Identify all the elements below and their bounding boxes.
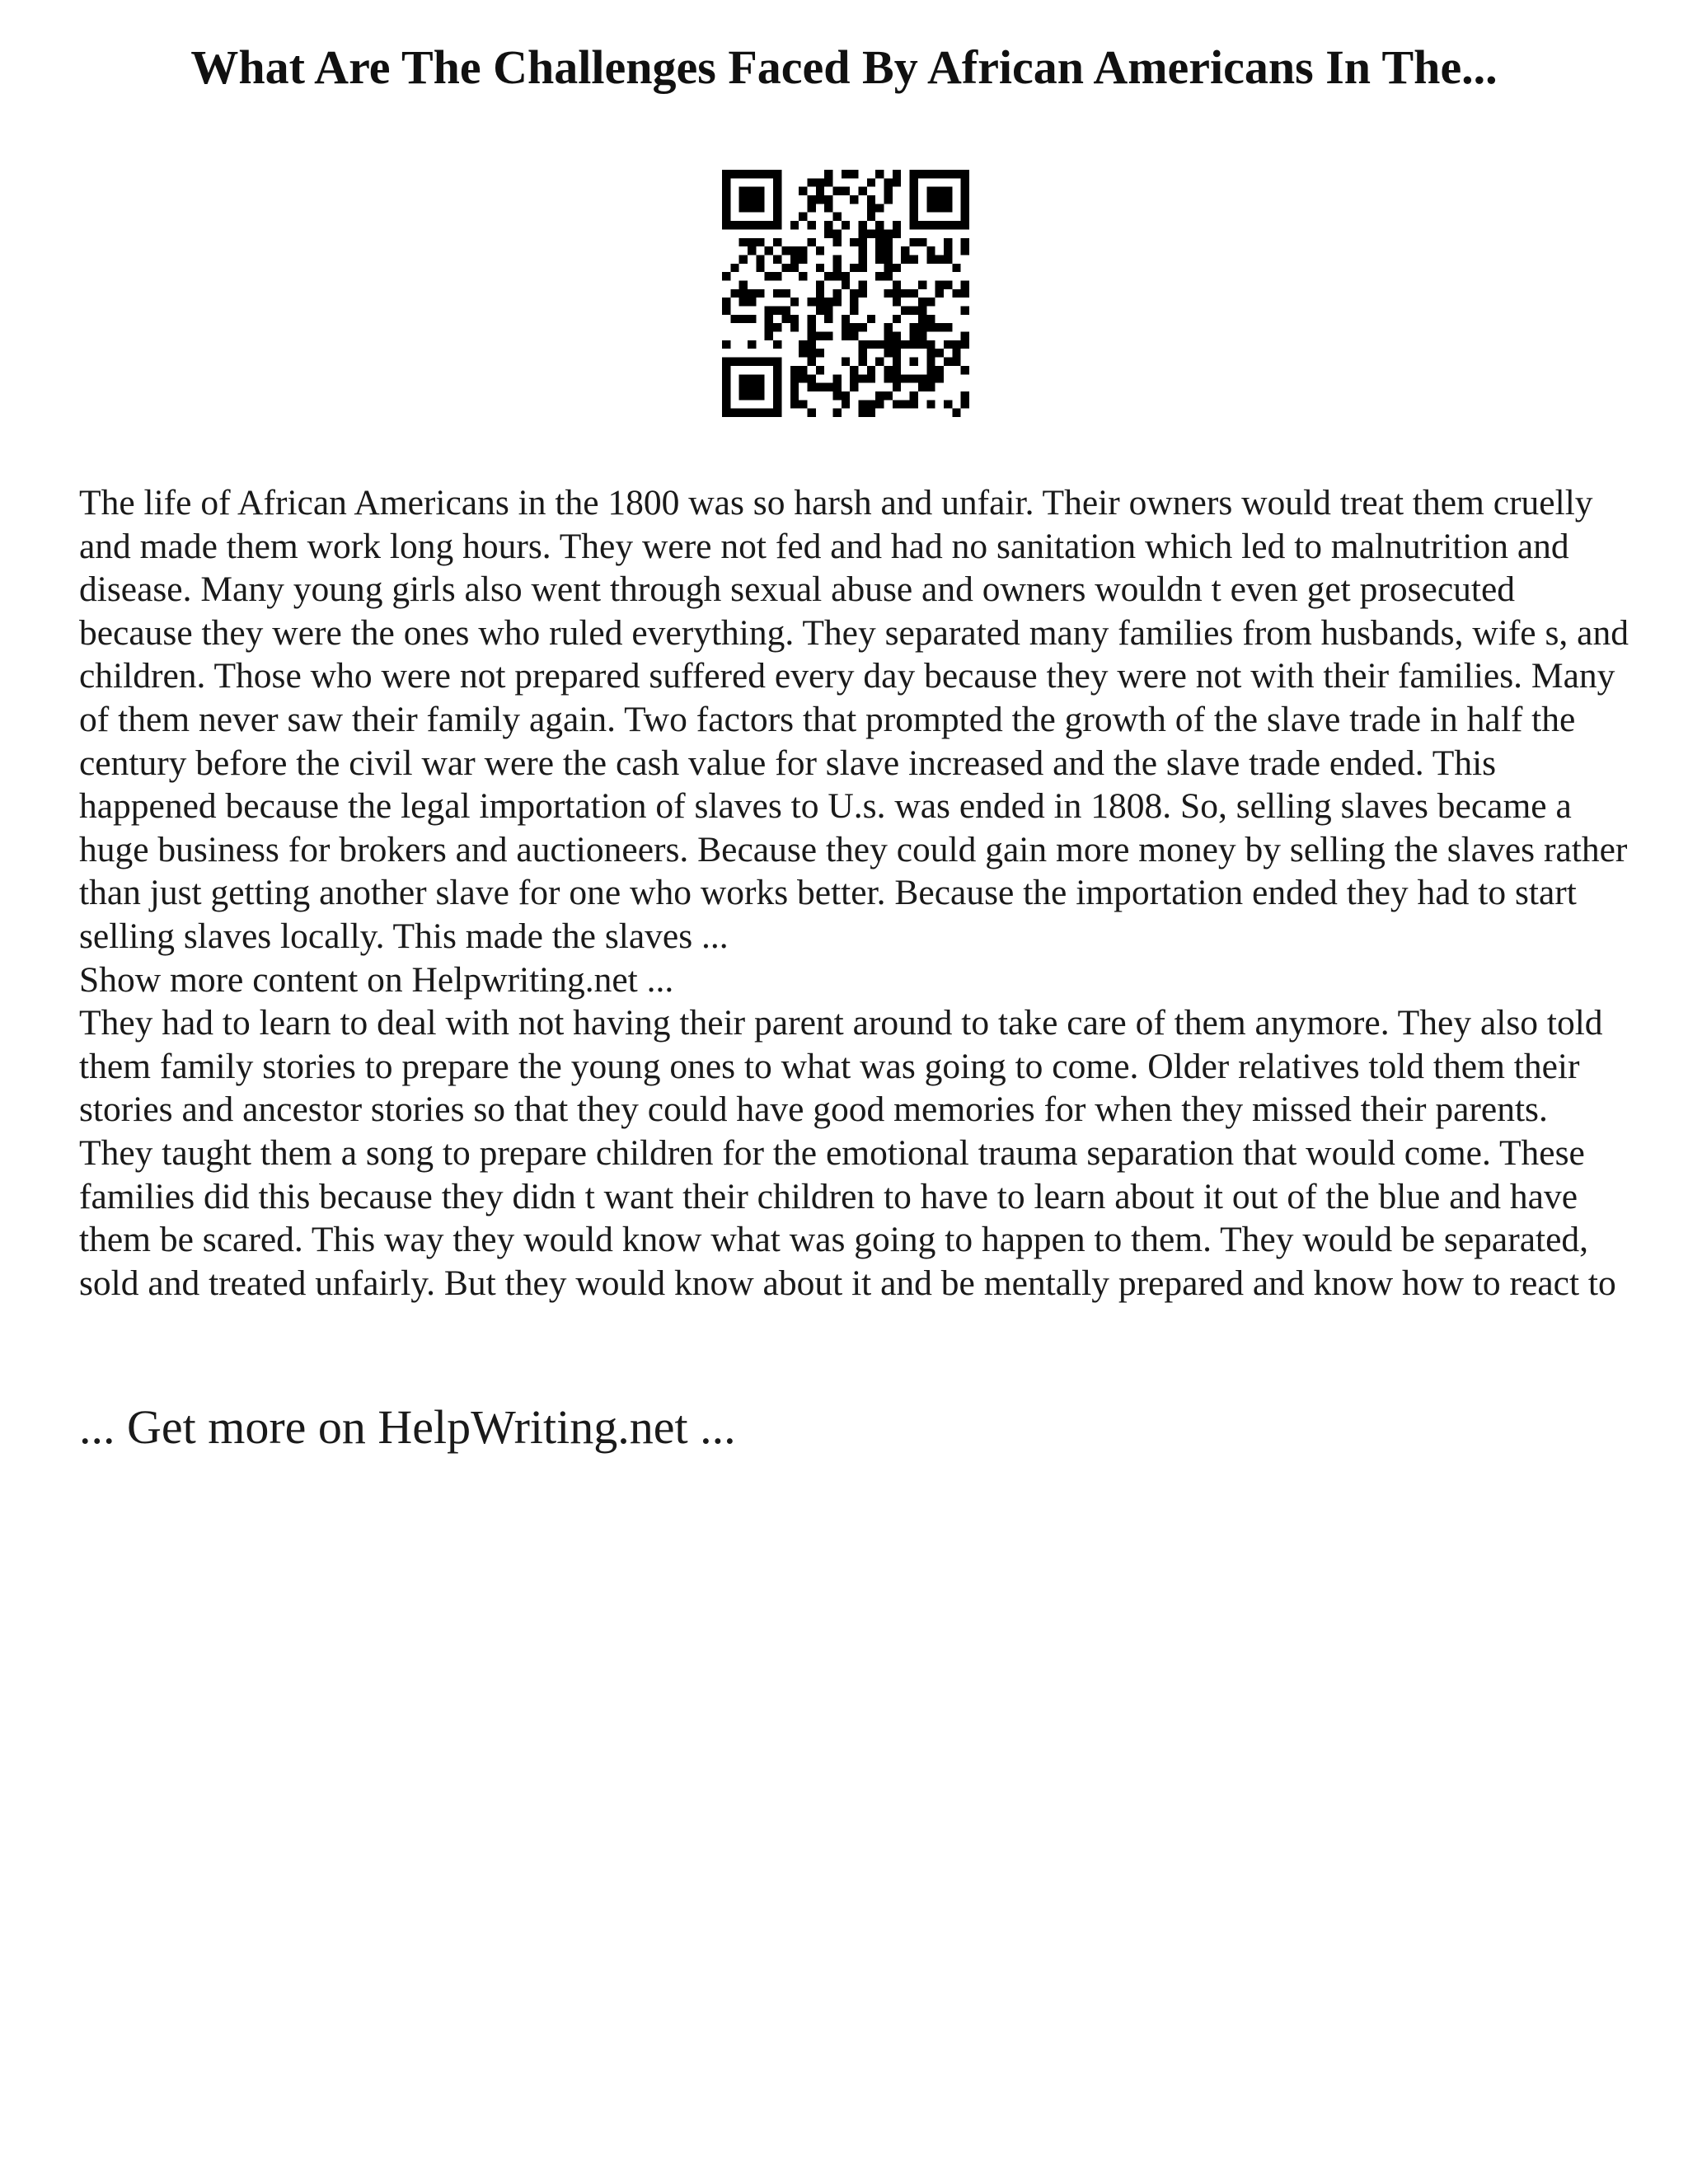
article-paragraph: The life of African Americans in the 1800 was so harsh and unfair. Their owners would treat them cruelly and made them work long hours. They were not fed and had no sanitation which led to malnutrition and disease. Many young girls also went through sexual abuse and owners wouldn t even get prosecuted because they were the ones who ruled everything. They separated many families from husbands, wife s, and children. Those who were not prepared suffered every day because they were not with their families. Many of them never saw their family again. Two factors that prompted the growth of the slave trade in half the century before the civil war were the cash value for slave increased and the slave trade ended. This happened because the legal importation of slaves to U.s. was ended in 1808. So, selling slaves became a huge business for brokers and auctioneers. Because they could gain more money by selling the slaves rather than just getting another slave for one who works better. Because the importation ended they had to start selling slaves locally. This made the slaves ... xyxy=(79,483,1629,956)
document-title: What Are The Challenges Faced By African Americans In The... xyxy=(190,40,1498,94)
get-more-link[interactable]: ... Get more on HelpWriting.net ... xyxy=(79,1400,736,1454)
article-body xyxy=(79,481,1629,1305)
show-more-link[interactable]: Show more content on Helpwriting.net ... xyxy=(79,959,674,1000)
qr-code-image xyxy=(722,170,969,417)
article-paragraph: They had to learn to deal with not having their parent around to take care of them anymore. They also told them family stories to prepare the young ones to what was going to come. Older relatives told them their stories and ancestor stories so that they could have good memories for when they missed their parents. They taught them a song to prepare children for the emotional trauma separation that would come. These families did this because they didn t want their children to have to learn about it out of the blue and have them be scared. This way they would know what was going to happen to them. They would be separated, sold and treated unfairly. But they would know about it and be mentally prepared and know how to react to xyxy=(79,1003,1616,1303)
